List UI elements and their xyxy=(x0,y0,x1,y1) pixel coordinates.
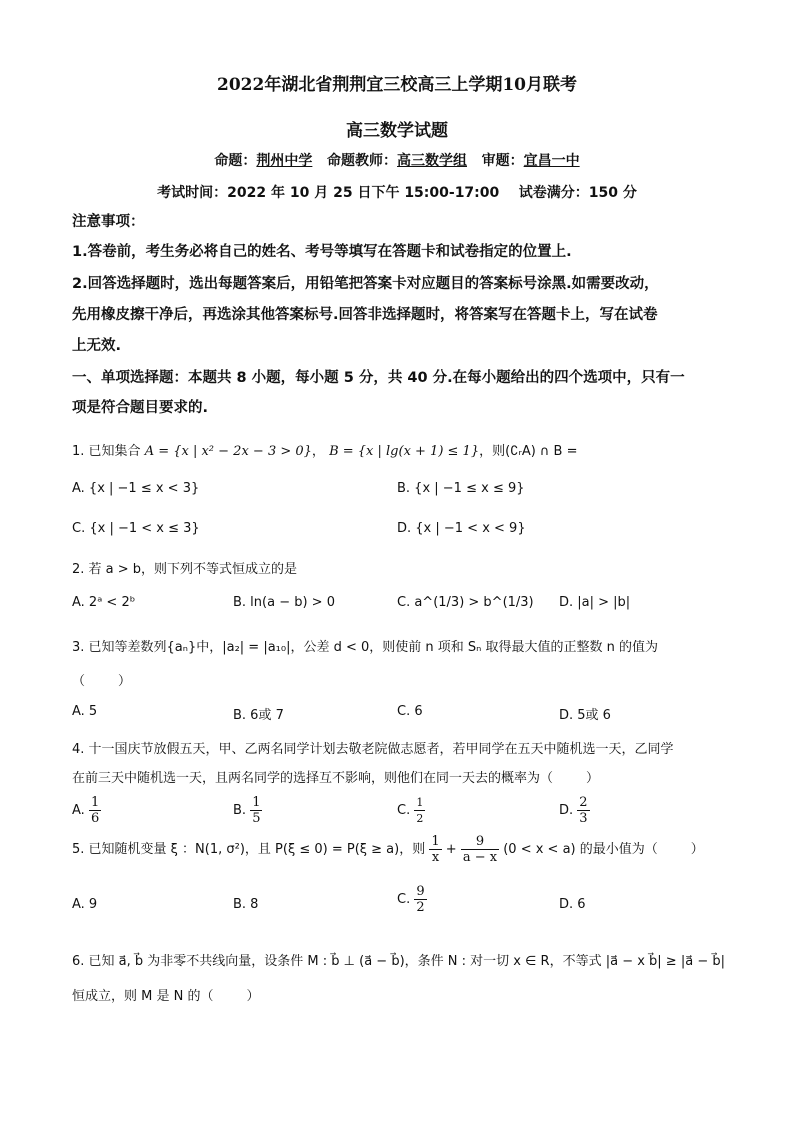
q1-set-a: A = {x | x² − 2x − 3 > 0} xyxy=(144,444,312,459)
authorship-line xyxy=(0,150,794,170)
note-item-2-line1: 2.回答选择题时，选出每题答案后，用铅笔把答案卡对应题目的答案标号涂黑.如需要改动， xyxy=(72,276,659,292)
q4-c-num: 1 xyxy=(416,796,424,809)
q4-d-fraction xyxy=(577,795,589,826)
q4-a-num: 1 xyxy=(90,795,100,810)
q4-b-label: B. xyxy=(233,803,247,818)
q5-plus: + xyxy=(445,842,457,857)
q5-f1-den: x xyxy=(431,850,440,865)
q5-tail: (0 < x < a) 的最小值为（ ） xyxy=(503,842,704,857)
question-5 xyxy=(72,834,704,865)
question-4-line2: 在前三天中随机选一天，且两名同学的选择互不影响，则他们在同一天去的概率为（ ） xyxy=(72,771,600,786)
q1-prefix: 1. 已知集合 xyxy=(72,444,141,459)
exam-subtitle: 高三数学试题 xyxy=(346,121,448,141)
q5-option-b: B. 8 xyxy=(233,897,259,912)
q5-c-num: 9 xyxy=(416,884,425,899)
q1-tail: ，则(∁ᵣA) ∩ B = xyxy=(479,444,578,459)
q4-a-label: A. xyxy=(72,803,85,818)
q2-option-d: D. |a| > |b| xyxy=(559,595,631,610)
q5-option-a: A. 9 xyxy=(72,897,98,912)
q4-option-d xyxy=(559,795,590,826)
q4-b-den: 5 xyxy=(252,811,261,826)
q5-f2-den: a − x xyxy=(462,850,498,865)
exam-time-line: 考试时间：2022 年 10 月 25 日下午 15:00-17:00 试卷满分：150 分 xyxy=(157,185,637,201)
q5-option-d: D. 6 xyxy=(559,897,586,912)
q5-prefix: 5. 已知随机变量 ξ ：N(1, σ²)，且 P(ξ ≤ 0) = P(ξ ≥ a)，则 xyxy=(72,842,426,857)
q2-option-b: B. ln(a − b) > 0 xyxy=(233,595,335,610)
reviewer-school: 宜昌一中 xyxy=(523,153,580,169)
q4-b-fraction xyxy=(250,795,262,826)
q1-option-b: B. {x | −1 ≤ x ≤ 9} xyxy=(397,481,525,496)
q4-d-num: 2 xyxy=(579,795,588,810)
question-3: 3. 已知等差数列{aₙ}中，|a₂| = |a₁₀|，公差 d < 0，则使前 n 项和 Sₙ 取得最大值的正整数 n 的值为 xyxy=(72,640,658,655)
q4-b-num: 1 xyxy=(252,795,261,810)
q5-c-label: C. xyxy=(397,892,411,907)
q4-option-c xyxy=(397,795,425,826)
note-item-1: 1.答卷前，考生务必将自己的姓名、考号等填写在答题卡和试卷指定的位置上. xyxy=(72,244,572,260)
exam-title: 2022年湖北省荆荆宜三校高三上学期10月联考 xyxy=(217,75,577,95)
question-2: 2. 若 a > b，则下列不等式恒成立的是 xyxy=(72,562,298,577)
q1-option-a: A. {x | −1 ≤ x < 3} xyxy=(72,481,200,496)
question-1: 1. 已知集合 A = {x | x² − 2x − 3 > 0}， B = {x | lg(x + 1) ≤ 1}，则(∁ᵣA) ∩ B = xyxy=(72,444,578,459)
q4-a-den: 6 xyxy=(90,811,100,826)
author-school: 荆州中学 xyxy=(256,153,313,169)
q4-d-label: D. xyxy=(559,803,574,818)
q5-c-den: 2 xyxy=(416,900,425,915)
q5-c-fraction xyxy=(414,884,426,915)
q5-fraction-2 xyxy=(461,834,499,865)
note-item-2-line2: 先用橡皮擦干净后，再选涂其他答案标号.回答非选择题时，将答案写在答题卡上，写在试卷 xyxy=(72,307,658,323)
q4-option-b xyxy=(233,795,262,826)
teacher-label: 命题教师： xyxy=(327,153,397,169)
q4-option-a xyxy=(72,795,101,826)
q5-option-c xyxy=(397,884,427,915)
q3-option-d: D. 5或 6 xyxy=(559,708,611,723)
author-label: 命题： xyxy=(214,153,257,169)
q2-option-a: A. 2ᵃ < 2ᵇ xyxy=(72,595,136,610)
teacher-group: 高三数学组 xyxy=(397,153,467,169)
q3-option-b: B. 6或 7 xyxy=(233,708,284,723)
q4-c-den: 2 xyxy=(416,812,424,825)
notes-heading: 注意事项： xyxy=(72,214,145,230)
q4-a-fraction xyxy=(89,795,101,826)
section-heading-line1: 一、单项选择题：本题共 8 小题，每小题 5 分，共 40 分.在每小题给出的四个选项中，只有一 xyxy=(72,370,685,386)
question-3-paren: （ ） xyxy=(72,674,132,689)
q5-f1-num: 1 xyxy=(431,834,440,849)
q4-c-label: C. xyxy=(397,803,411,818)
q3-option-a: A. 5 xyxy=(72,704,98,719)
q1-set-b: B = {x | lg(x + 1) ≤ 1} xyxy=(329,444,480,459)
q4-c-fraction xyxy=(414,795,425,826)
reviewer-label: 审题： xyxy=(481,153,524,169)
q5-f2-num: 9 xyxy=(461,834,499,850)
q1-option-c: C. {x | −1 < x ≤ 3} xyxy=(72,521,200,536)
note-item-2-line3: 上无效. xyxy=(72,338,122,354)
question-6-line2: 恒成立，则 M 是 N 的（ ） xyxy=(72,989,260,1004)
question-6-line1: 6. 已知 a⃗, b⃗ 为非零不共线向量，设条件 M : b⃗ ⊥ (a⃗ − b⃗)，条件 N : 对一切 x ∈ R，不等式 |a⃗ − x b⃗| ≥ |a⃗ − b⃗| xyxy=(72,954,725,969)
q5-fraction-1 xyxy=(429,834,441,865)
section-heading-line2: 项是符合题目要求的. xyxy=(72,400,209,416)
q1-option-d: D. {x | −1 < x < 9} xyxy=(397,521,526,536)
question-4-line1: 4. 十一国庆节放假五天，甲、乙两名同学计划去敬老院做志愿者，若甲同学在五天中随机选一天，乙同学 xyxy=(72,742,674,757)
q3-option-c: C. 6 xyxy=(397,704,423,719)
q2-option-c: C. a^(1/3) > b^(1/3) xyxy=(397,595,534,610)
q4-d-den: 3 xyxy=(579,811,588,826)
